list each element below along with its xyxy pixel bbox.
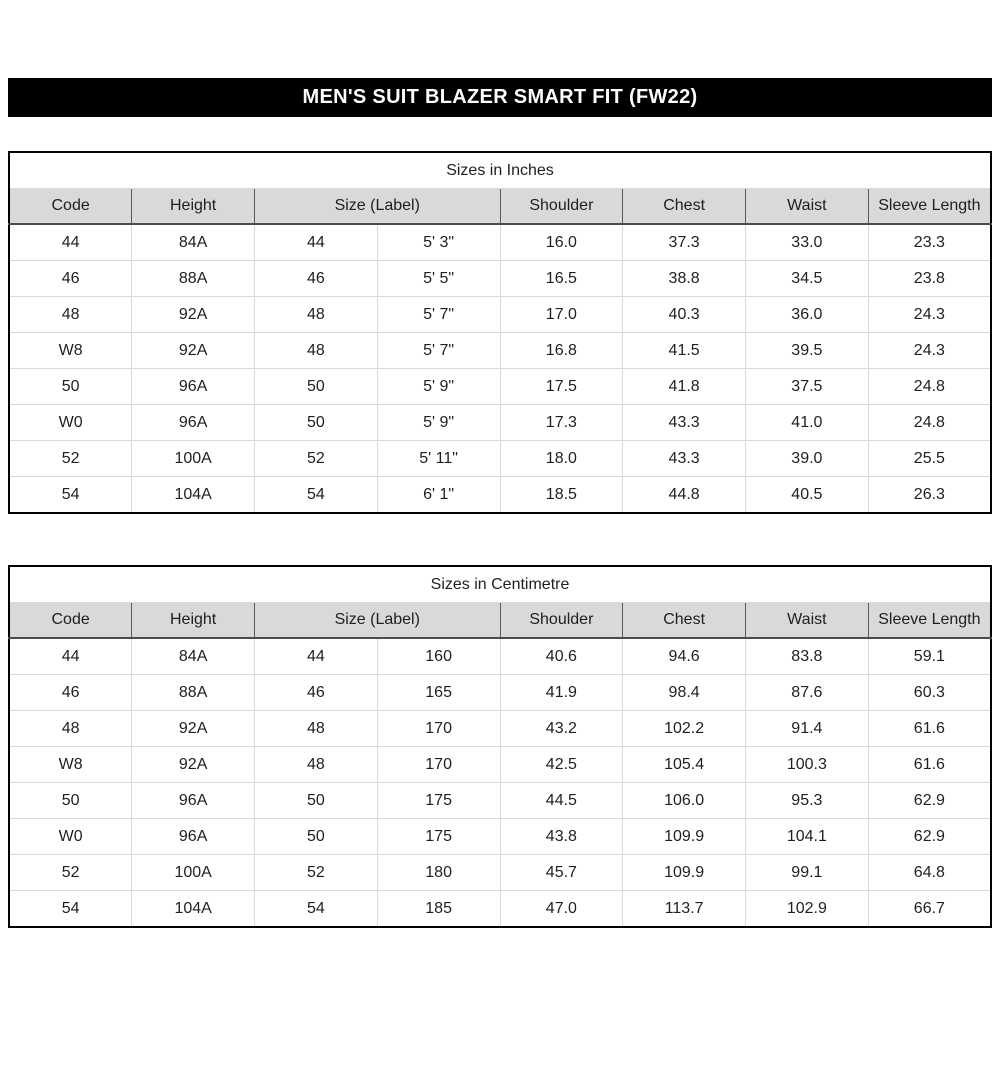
table-cell: W0 (9, 819, 132, 855)
table-cell: 52 (255, 441, 378, 477)
table-row (9, 261, 991, 297)
column-header: Waist (746, 603, 869, 639)
table-cell: 83.8 (746, 638, 869, 675)
table-cell: 104A (132, 891, 255, 928)
table-cell: 88A (132, 261, 255, 297)
table-cell: 41.5 (623, 333, 746, 369)
table-cell: 84A (132, 638, 255, 675)
table-cell: 42.5 (500, 747, 623, 783)
table-cell: 46 (9, 675, 132, 711)
table-cell: 48 (255, 297, 378, 333)
table-cell: 46 (255, 675, 378, 711)
size-table-centimetre (8, 565, 992, 928)
table-cell: 99.1 (746, 855, 869, 891)
table-row (9, 819, 991, 855)
table-row (9, 333, 991, 369)
table-caption: Sizes in Centimetre (9, 566, 991, 603)
table-cell: 37.3 (623, 224, 746, 261)
column-header: Chest (623, 189, 746, 225)
table-cell: 96A (132, 783, 255, 819)
page-title: MEN'S SUIT BLAZER SMART FIT (FW22) (302, 86, 698, 108)
column-header: Chest (623, 603, 746, 639)
table-cell: 104.1 (746, 819, 869, 855)
table-cell: 17.5 (500, 369, 623, 405)
table-cell: 39.0 (746, 441, 869, 477)
table-cell: 44.8 (623, 477, 746, 514)
table-cell: 66.7 (868, 891, 991, 928)
table-cell: 98.4 (623, 675, 746, 711)
table-cell: 52 (255, 855, 378, 891)
table-cell: 50 (255, 819, 378, 855)
table-cell: 96A (132, 369, 255, 405)
table-cell: 109.9 (623, 819, 746, 855)
column-header: Height (132, 189, 255, 225)
table-cell: 41.0 (746, 405, 869, 441)
table-cell: 17.3 (500, 405, 623, 441)
table-cell: 50 (255, 783, 378, 819)
table-row (9, 638, 991, 675)
table-cell: 5' 11" (377, 441, 500, 477)
table-row (9, 297, 991, 333)
table-cell: 48 (9, 711, 132, 747)
table-cell: 94.6 (623, 638, 746, 675)
table-caption-row (9, 152, 991, 189)
table-cell: 5' 5" (377, 261, 500, 297)
column-header: Code (9, 189, 132, 225)
table-cell: 5' 9" (377, 369, 500, 405)
table-cell: 48 (255, 333, 378, 369)
table-row (9, 783, 991, 819)
table-cell: 43.3 (623, 441, 746, 477)
table-cell: 48 (9, 297, 132, 333)
table-cell: 46 (255, 261, 378, 297)
table-cell: 54 (255, 891, 378, 928)
table-cell: 24.8 (868, 405, 991, 441)
size-table-inches (8, 151, 992, 514)
table-header-row (9, 603, 991, 639)
table-row (9, 675, 991, 711)
table-cell: 113.7 (623, 891, 746, 928)
table-cell: 54 (255, 477, 378, 514)
table-cell: W8 (9, 747, 132, 783)
table-cell: 60.3 (868, 675, 991, 711)
table-cell: 92A (132, 711, 255, 747)
table-cell: 40.6 (500, 638, 623, 675)
page-title-banner (8, 78, 992, 117)
table-cell: 95.3 (746, 783, 869, 819)
table-cell: 52 (9, 855, 132, 891)
table-cell: 47.0 (500, 891, 623, 928)
table-cell: 16.0 (500, 224, 623, 261)
table-cell: 102.2 (623, 711, 746, 747)
column-header: Waist (746, 189, 869, 225)
table-cell: 170 (377, 747, 500, 783)
table-cell: 5' 9" (377, 405, 500, 441)
table-cell: 17.0 (500, 297, 623, 333)
table-cell: 96A (132, 819, 255, 855)
table-cell: 88A (132, 675, 255, 711)
table-cell: 43.2 (500, 711, 623, 747)
table-cell: 100A (132, 441, 255, 477)
table-cell: 44 (255, 638, 378, 675)
table-cell: 175 (377, 819, 500, 855)
table-cell: 5' 7" (377, 297, 500, 333)
table-cell: 41.8 (623, 369, 746, 405)
column-header: Shoulder (500, 603, 623, 639)
table-cell: 50 (255, 369, 378, 405)
table-cell: 92A (132, 297, 255, 333)
table-cell: 18.0 (500, 441, 623, 477)
table-cell: 48 (255, 747, 378, 783)
column-header: Height (132, 603, 255, 639)
table-row (9, 224, 991, 261)
table-cell: 59.1 (868, 638, 991, 675)
table-row (9, 747, 991, 783)
table-cell: 106.0 (623, 783, 746, 819)
table-cell: 44 (9, 224, 132, 261)
table-cell: 87.6 (746, 675, 869, 711)
table-row (9, 405, 991, 441)
table-row (9, 891, 991, 928)
table-cell: 64.8 (868, 855, 991, 891)
table-cell: 45.7 (500, 855, 623, 891)
table-cell: 16.8 (500, 333, 623, 369)
table-cell: 170 (377, 711, 500, 747)
table-cell: 34.5 (746, 261, 869, 297)
table-cell: W0 (9, 405, 132, 441)
table-cell: 46 (9, 261, 132, 297)
table-cell: 104A (132, 477, 255, 514)
size-chart-page (0, 78, 1000, 928)
table-row (9, 855, 991, 891)
table-header-row (9, 189, 991, 225)
column-header: Sleeve Length (868, 603, 991, 639)
table-cell: 48 (255, 711, 378, 747)
table-cell: 5' 7" (377, 333, 500, 369)
table-caption: Sizes in Inches (9, 152, 991, 189)
table-cell: 84A (132, 224, 255, 261)
table-row (9, 477, 991, 514)
table-cell: 160 (377, 638, 500, 675)
table-cell: 24.3 (868, 333, 991, 369)
table-cell: 185 (377, 891, 500, 928)
table-cell: 40.3 (623, 297, 746, 333)
table-cell: 54 (9, 891, 132, 928)
table-cell: 100A (132, 855, 255, 891)
table-cell: 91.4 (746, 711, 869, 747)
table-cell: 180 (377, 855, 500, 891)
column-header: Code (9, 603, 132, 639)
table-cell: 25.5 (868, 441, 991, 477)
table-cell: 44.5 (500, 783, 623, 819)
table-cell: 105.4 (623, 747, 746, 783)
table-cell: W8 (9, 333, 132, 369)
table-cell: 52 (9, 441, 132, 477)
table-cell: 50 (9, 783, 132, 819)
table-row (9, 369, 991, 405)
table-cell: 43.3 (623, 405, 746, 441)
table-cell: 24.8 (868, 369, 991, 405)
table-cell: 23.3 (868, 224, 991, 261)
table-cell: 40.5 (746, 477, 869, 514)
table-cell: 175 (377, 783, 500, 819)
table-cell: 50 (9, 369, 132, 405)
table-cell: 23.8 (868, 261, 991, 297)
table-caption-row (9, 566, 991, 603)
table-cell: 54 (9, 477, 132, 514)
column-header: Size (Label) (255, 603, 501, 639)
table-cell: 16.5 (500, 261, 623, 297)
table-cell: 62.9 (868, 783, 991, 819)
table-cell: 92A (132, 747, 255, 783)
table-cell: 102.9 (746, 891, 869, 928)
table-cell: 96A (132, 405, 255, 441)
table-cell: 44 (255, 224, 378, 261)
column-header: Sleeve Length (868, 189, 991, 225)
table-row (9, 441, 991, 477)
table-cell: 100.3 (746, 747, 869, 783)
column-header: Shoulder (500, 189, 623, 225)
table-cell: 5' 3" (377, 224, 500, 261)
table-cell: 62.9 (868, 819, 991, 855)
table-cell: 109.9 (623, 855, 746, 891)
table-cell: 39.5 (746, 333, 869, 369)
table-cell: 92A (132, 333, 255, 369)
table-cell: 6' 1" (377, 477, 500, 514)
table-cell: 24.3 (868, 297, 991, 333)
table-cell: 44 (9, 638, 132, 675)
table-cell: 41.9 (500, 675, 623, 711)
table-cell: 26.3 (868, 477, 991, 514)
table-cell: 18.5 (500, 477, 623, 514)
table-row (9, 711, 991, 747)
table-cell: 61.6 (868, 747, 991, 783)
table-cell: 43.8 (500, 819, 623, 855)
column-header: Size (Label) (255, 189, 501, 225)
table-cell: 38.8 (623, 261, 746, 297)
table-cell: 33.0 (746, 224, 869, 261)
table-cell: 165 (377, 675, 500, 711)
table-cell: 61.6 (868, 711, 991, 747)
table-cell: 37.5 (746, 369, 869, 405)
table-cell: 36.0 (746, 297, 869, 333)
table-cell: 50 (255, 405, 378, 441)
